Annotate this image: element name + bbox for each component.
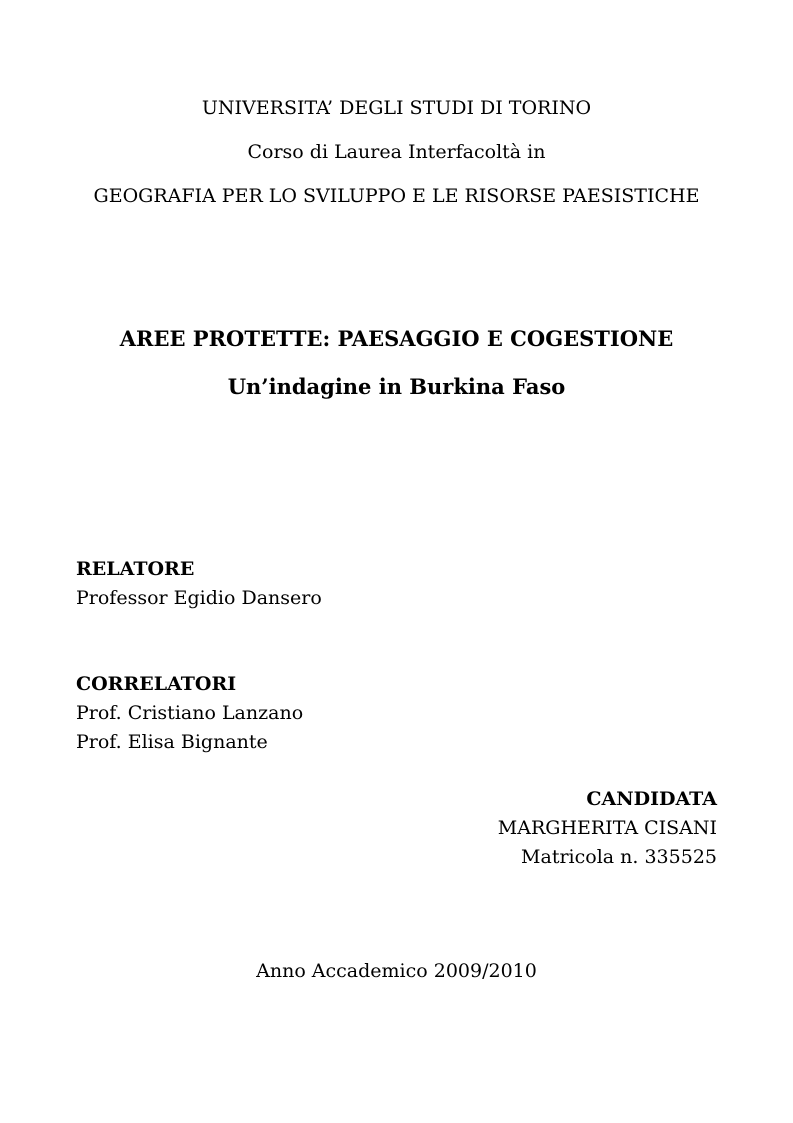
relatore-label: RELATORE xyxy=(76,558,195,580)
correlatore-name: Prof. Cristiano Lanzano xyxy=(76,702,304,724)
thesis-subtitle: Un’indagine in Burkina Faso xyxy=(227,374,566,399)
thesis-title: AREE PROTETTE: PAESAGGIO E COGESTIONE xyxy=(119,326,674,351)
relatore-name: Professor Egidio Dansero xyxy=(76,587,322,609)
course-name: Corso di Laurea Interfacoltà in xyxy=(247,141,546,163)
candidata-matricola: Matricola n. 335525 xyxy=(521,846,717,868)
correlatori-label: CORRELATORI xyxy=(76,673,237,695)
candidata-label: CANDIDATA xyxy=(586,788,717,810)
academic-year: Anno Accademico 2009/2010 xyxy=(256,960,537,982)
correlatore-name: Prof. Elisa Bignante xyxy=(76,731,268,753)
degree-name: GEOGRAFIA PER LO SVILUPPO E LE RISORSE PAESISTICHE xyxy=(93,185,700,207)
university-name: UNIVERSITA’ DEGLI STUDI DI TORINO xyxy=(201,97,592,119)
candidata-name: MARGHERITA CISANI xyxy=(497,817,717,839)
